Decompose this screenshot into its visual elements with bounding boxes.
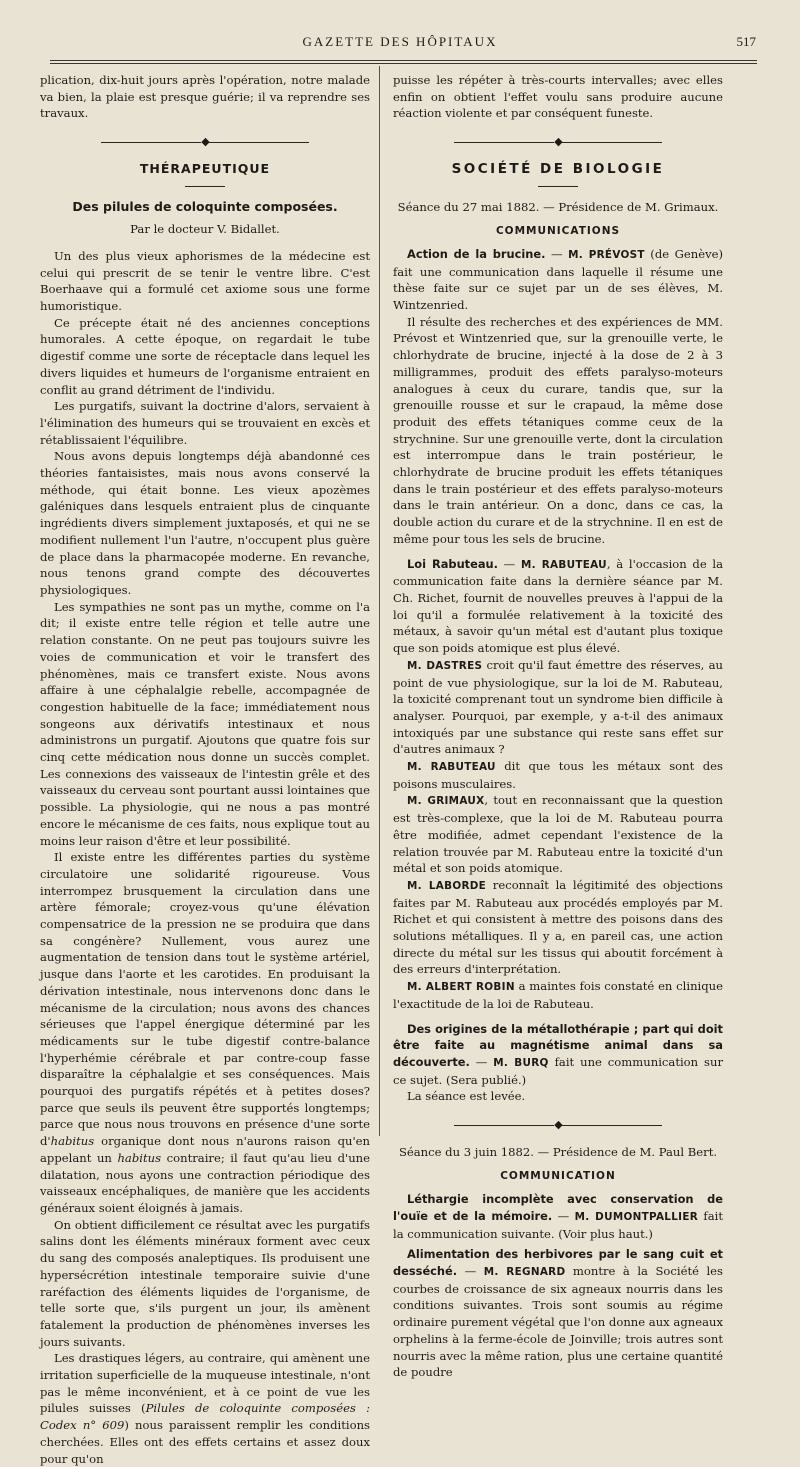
paragraph: Léthargie incomplète avec conservation de l'ouïe et de la mémoire. — M. DUMONTPALLIER fait la communication suivante. (Voir plus haut.) (393, 1192, 723, 1241)
paragraph-text: reconnaît la légitimité des objections faites par M. Rabuteau aux procédés employés par M. Richet et qui consistent à mettre des poisons dans des solutions métalliques. Il y a, en pareil cas, une action directe du métal sur les tissus qui aboutit forcément à des erreurs d'interprétation. (393, 877, 723, 977)
subheading-communications: COMMUNICATIONS (495, 225, 621, 238)
paragraph: Alimentation des herbivores par le sang cuit et desséché. — M. REGNARD montre à la Société les courbes de croissance de six agneaux nourris dans les conditions suivantes. Trois sont soumis au régime ordinaire purement végétal que l'on donne aux agneaux orphelins à la ferme-école de Joinville; trois autres sont nourris avec la même ration, plus une certaine quantité de poudre (393, 1247, 723, 1380)
speaker-name: M. DUMONTPALLIER (574, 1210, 699, 1223)
right-column (393, 72, 723, 1381)
paragraph-text: ) nous paraissent remplir les conditions cherchées. Elles ont des effets certains et assez doux pour qu'on (40, 1418, 371, 1466)
paragraph: Nous avons depuis longtemps déjà abandonné ces théories fantaisistes, mais nous avons conservé la méthode, qui était bonne. Les vieux apozèmes galéniques dans lesquels entraient plus de cinquante ingrédients divers simplement juxtaposés, et qui ne se modifient nullement l'un l'autre, n'occupent plus guère de place dans la pharmacopée moderne. En revanche, nous tenons grand compte des découvertes physiologiques. (40, 449, 370, 597)
header-rule (50, 60, 757, 61)
session-heading: Séance du 27 mai 1882. — Présidence de M. Grimaux. (397, 199, 719, 214)
paragraph-text: a maintes fois constaté en clinique l'exactitude de la loi de Rabuteau. (393, 979, 724, 1011)
topic-heading: Des origines de la métallothérapie ; part qui doit être faite au magnétisme animal dans sa découverte. (393, 1021, 723, 1069)
paragraph-text: (de Genève) fait une communication dans laquelle il résume une thèse faite sur ce sujet par un de ses élèves, M. Wintzenried. (393, 246, 724, 313)
paragraph-text: organique dont nous n'aurons raison qu'en appelant un (40, 1134, 370, 1165)
paragraph: Il résulte des recherches et des expériences de MM. Prévost et Wintzenried que, sur la grenouille verte, le chlorhydrate de brucine, injecté à la dose de 2 à 3 milligrammes, produit des effets paralyso-moteurs analogues à ceux du curare, tandis que, sur la grenouille rousse et sur le crapaud, la même dose produit des effets tétaniques comme ceux de la strychnine. Sur une grenouille verte, dont la circulation est interrompue dans le train postérieur, le chlorhydrate de brucine produit les effets tétaniques dans le train postérieur et des effets paralyso-moteurs dans le train antérieur. On a donc, dans ce cas, la double action du curare et de la strychnine. Il en est de même pour tous les sels de brucine. (393, 314, 723, 546)
paragraph (393, 978, 723, 1012)
session-heading: Séance du 3 juin 1882. — Présidence de M. Paul Bert. (398, 1144, 718, 1159)
speaker-name: M. REGNARD (483, 1266, 566, 1278)
topic-heading: Alimentation des herbivores par le sang cuit et desséché. (393, 1247, 723, 1278)
speaker-name: M. DASTRES (407, 659, 483, 672)
paragraph (393, 657, 723, 758)
paragraph-text: fait la communication suivante. (Voir plus haut.) (393, 1208, 723, 1241)
paragraph-text: contraire; il faut qu'au lieu d'une dilatation, nous ayons une contraction périodique des vaisseaux encéphaliques, de manière que les accidents généraux soient éloignés à jamais. (40, 1150, 370, 1215)
subheading-communication: COMMUNICATION (500, 1170, 616, 1183)
paragraph: La séance est levée. (407, 1089, 526, 1104)
speaker-name: M. PRÉVOST (568, 248, 645, 261)
italic-reference: Pilules de coloquinte composées : Codex n° 609 (40, 1401, 370, 1433)
speaker-name: M. RABUTEAU (407, 761, 496, 774)
paragraph: Les purgatifs, suivant la doctrine d'alors, servaient à l'élimination des humeurs qui se trouvaient en excès et rétablissaient l'équilibre. (40, 399, 370, 447)
byline: Par le docteur V. Bidallet. (130, 222, 280, 237)
ornament-divider: ◆ (40, 134, 370, 151)
topic-heading: Léthargie incomplète avec conservation de l'ouïe et de la mémoire. (393, 1192, 723, 1223)
paragraph: Ce précepte était né des anciennes conceptions humorales. A cette époque, on regardait le tube digestif comme une sorte de réceptacle dans lequel les divers liquides et humeurs de l'organisme entraient en conflit au grand détriment de l'individu. (40, 315, 370, 397)
speaker-name: M. RABUTEAU (520, 558, 607, 571)
paragraph (40, 849, 370, 1216)
speaker-name: M. GRIMAUX (407, 795, 485, 808)
paragraph-text: croit qu'il faut émettre des réserves, au point de vue physiologique, sur la loi de M. Rabuteau, la toxicité comprenant tout un syndrome bien difficile à analyser. Pourquoi, par exemple, y a-t-il des animaux intoxiqués par une substance qui reste sans effet sur d'autres animaux ? (393, 657, 723, 757)
topic-heading: Action de la brucine. (407, 246, 546, 261)
left-intro: plication, dix-huit jours après l'opération, notre malade va bien, la plaie est presque guérie; il va reprendre ses travaux. (40, 73, 370, 121)
paragraph: Un des plus vieux aphorismes de la médecine est celui qui prescrit de se tenir le ventre libre. C'est Boerhaave qui a formulé cet axiome sous une forme humoristique. (40, 248, 370, 314)
paragraph (393, 758, 723, 792)
paragraph: Loi Rabuteau. — M. RABUTEAU, à l'occasion de la communication faite dans la dernière séance par M. Ch. Richet, fournit de nouvelles preuves à l'appui de la loi qu'il a formulée relativement à la toxicité des métaux, à savoir qu'un métal est d'autant plus toxique que son poids atomique est plus élevé. (393, 556, 724, 656)
paragraph-text: , à l'occasion de la communication faite dans la dernière séance par M. Ch. Richet, fournit de nouvelles preuves à l'appui de la loi qu'il a formulée relativement à la toxicité des métaux, à savoir qu'un métal est d'autant plus toxique que son poids atomique est plus élevé. (393, 556, 724, 656)
italic-term: habitus (50, 1134, 95, 1149)
paragraph: Action de la brucine. — M. PRÉVOST (de Genève) fait une communication dans laquelle il résume une thèse faite sur ce sujet par un de ses élèves, M. Wintzenried. (393, 246, 724, 313)
column-divider (379, 66, 380, 1136)
speaker-name: M. LABORDE (407, 879, 487, 892)
speaker-name: M. ALBERT ROBIN (407, 981, 515, 994)
paragraph (40, 1350, 370, 1467)
paragraph: Des origines de la métallothérapie ; part qui doit être faite au magnétisme animal dans sa découverte. — M. BURQ fait une communication sur ce sujet. (Sera publié.) (393, 1021, 724, 1087)
page-header (0, 34, 800, 54)
ornament-divider: ◆ (393, 1117, 723, 1134)
section-title-biologie: SOCIÉTÉ DE BIOLOGIE (451, 160, 665, 177)
paragraph: On obtient difficilement ce résultat avec les purgatifs salins dont les éléments minéraux forment avec ceux du sang des composés analeptiques. Ils produisent une hypersécrétion intestinale temporaire suivie d'une raréfaction des éléments liquides de l'organisme, de telle sorte que, s'ils purgent un jour, ils amènent fatalement la production de phénomènes inverses les jours suivants. (40, 1217, 370, 1349)
speaker-name: M. BURQ (493, 1056, 549, 1069)
header-rule-double (50, 63, 757, 64)
paragraph-text: montre à la Société les courbes de croissance de six agneaux nourris dans les conditions suivantes. Trois sont soumis au régime ordinaire purement végétal que l'on donne aux agneaux orphelins à la ferme-école de Joinville; trois autres sont nourris avec la même ration, plus une certaine quantité de poudre (393, 1264, 723, 1380)
paragraph-text: Les drastiques légers, au contraire, qui amènent une irritation superficielle de la muqueuse intestinale, n'ont pas le même inconvénient, et à ce point de vue les pilules suisses ( (40, 1351, 370, 1416)
left-column (40, 72, 370, 1467)
ornament-divider: ◆ (393, 134, 723, 151)
paragraph (393, 792, 723, 877)
journal-title: GAZETTE DES HÔPITAUX (302, 34, 498, 49)
paragraph: Les sympathies ne sont pas un mythe, comme on l'a dit; il existe entre telle région et telle autre une relation constante. On ne peut pas toujours suivre les voies de communication et voir le transfert des phénomènes, mais ce transfert existe. Nous avons affaire à une céphalalgie rebelle, accompagnée de congestion habituelle de la face; immédiatement nous songeons aux dérivatifs intestinaux et nous administrons un purgatif. Ajoutons que quatre fois sur cinq cette médication nous donne un succès complet. Les connexions des vaisseaux de l'intestin grêle et des vaisseaux du cerveau sont pourtant aussi lointaines que possible. La physiologie, qui ne nous a pas montré encore le mécanisme de ces faits, nous explique tout au moins leur raison d'être et leur possibilité. (40, 599, 370, 848)
topic-heading: Loi Rabuteau. (407, 556, 498, 571)
short-rule (538, 186, 578, 187)
article-title: Des pilules de coloquinte composées. (72, 198, 338, 214)
paragraph-text: , tout en reconnaissant que la question est très-complexe, que la loi de M. Rabuteau pourra être modifiée, admet cependant l'existence de la relation trouvée par M. Rabuteau entre la toxicité d'un métal et son poids atomique. (393, 793, 723, 876)
right-intro: puisse les répéter à très-courts intervalles; avec elles enfin on obtient l'effet voulu sans produire aucune réaction violente et par conséquent funeste. (393, 73, 723, 121)
section-title-therapeutique: THÉRAPEUTIQUE (139, 160, 271, 176)
paragraph (393, 877, 723, 978)
page-number: 517 (736, 34, 756, 49)
paragraph-text: Il existe entre les différentes parties du système circulatoire une solidarité rigoureuse. Vous interrompez brusquement la circulation dans une artère fémorale; croyez-vous qu'une élévation compensatrice de la pression ne se produira que dans sa congénère? Nullement, vous aurez une augmentation de tension dans tout le système artériel, jusque dans l'aorte et les carotides. En produisant la dérivation intestinale, nous intervenons donc dans le mécanisme de la circulation; nous avons des chances sérieuses que l'appel énergique déterminé par les médicaments sur le tube digestif contre-balance l'hyperhémie cérébrale et par contre-coup fasse disparaître la céphalalgie et ses conséquences. Mais pourquoi des purgatifs répétés et à petites doses? parce que seuls ils peuvent être supportés longtemps; parce que nous nous trouvons en présence d'une sorte d' (40, 850, 370, 1149)
short-rule (185, 186, 225, 187)
paragraph-text: dit que tous les métaux sont des poisons musculaires. (393, 759, 723, 791)
italic-term: habitus (117, 1150, 162, 1165)
paragraph-text: fait une communication sur ce sujet. (Sera publié.) (393, 1054, 724, 1087)
